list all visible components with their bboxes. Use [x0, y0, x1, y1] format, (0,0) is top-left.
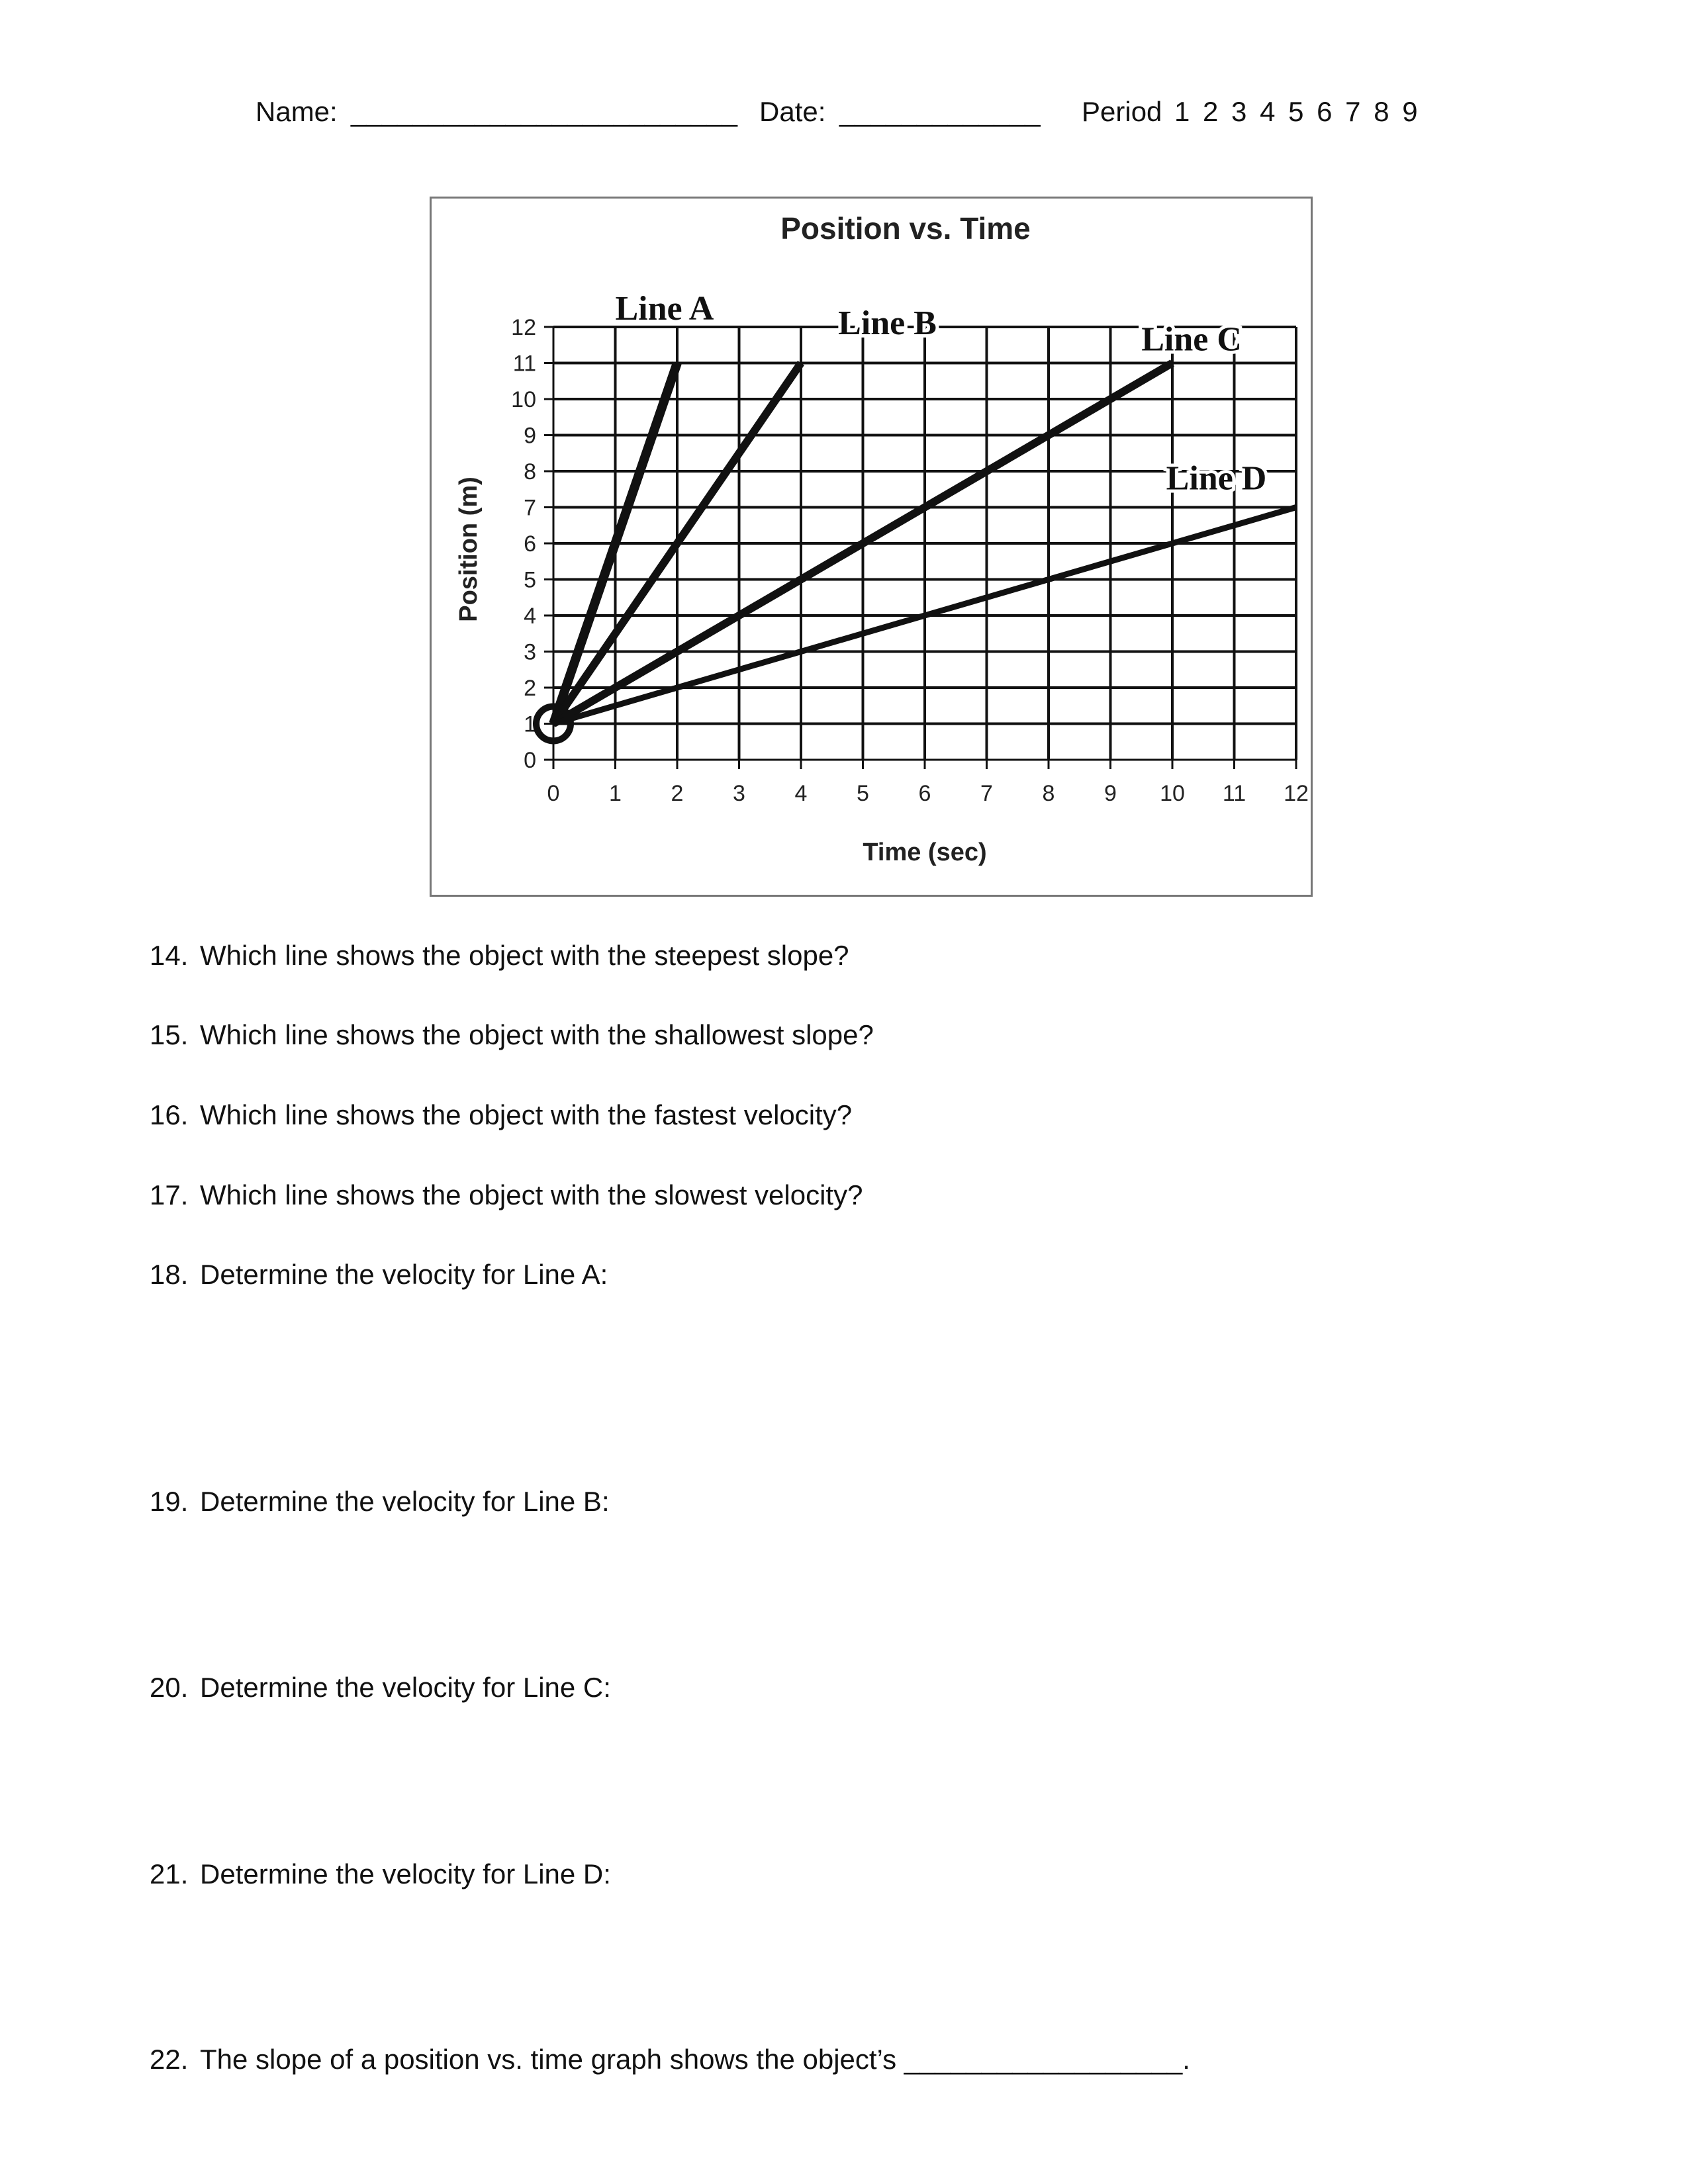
chart-axes	[511, 315, 1309, 806]
y-tick-label: 3	[524, 639, 536, 665]
y-tick-label: 6	[524, 531, 536, 557]
name-blank[interactable]: _________________________	[351, 96, 737, 127]
x-axis-label: Time (sec)	[863, 839, 987, 866]
y-tick-label: 1	[524, 711, 536, 737]
question-number: 14.	[150, 940, 189, 971]
x-tick-label: 5	[857, 781, 869, 806]
x-tick-label: 3	[733, 781, 745, 806]
question-15	[150, 1019, 874, 1051]
x-tick-label: 7	[980, 781, 993, 806]
y-axis-label: Position (m)	[455, 477, 483, 622]
question-text: Determine the velocity for Line A:	[200, 1259, 608, 1290]
question-21	[150, 1858, 611, 1890]
question-number: 20.	[150, 1672, 189, 1703]
series-label-d: Line D	[1166, 459, 1267, 498]
x-tick-label: 8	[1042, 781, 1055, 806]
y-tick-label: 12	[511, 315, 536, 340]
question-text: Which line shows the object with the steepest slope?	[200, 940, 849, 971]
question-number: 21.	[150, 1858, 189, 1889]
date-blank[interactable]: _____________	[839, 96, 1041, 127]
question-20	[150, 1672, 611, 1704]
y-tick-label: 2	[524, 676, 536, 701]
x-tick-label: 4	[794, 781, 808, 806]
y-tick-label: 8	[524, 459, 536, 484]
period-options[interactable]: 1 2 3 4 5 6 7 8 9	[1174, 96, 1421, 127]
question-number: 17.	[150, 1179, 189, 1210]
series-labels	[616, 290, 1267, 497]
question-text: Determine the velocity for Line B:	[200, 1486, 610, 1517]
y-tick-label: 7	[524, 495, 536, 521]
question-19	[150, 1486, 610, 1518]
y-tick-label: 10	[511, 387, 536, 412]
x-tick-label: 0	[547, 781, 560, 806]
question-22	[150, 2044, 1190, 2075]
x-tick-label: 11	[1222, 781, 1246, 806]
chart-series	[536, 363, 1296, 741]
question-text: Which line shows the object with the shallowest slope?	[200, 1019, 874, 1050]
period-label: Period	[1082, 96, 1162, 127]
question-17	[150, 1179, 863, 1211]
question-number: 22.	[150, 2044, 189, 2075]
y-tick-label: 0	[524, 748, 536, 773]
x-tick-label: 12	[1284, 781, 1309, 806]
question-number: 18.	[150, 1259, 189, 1290]
y-tick-label: 5	[524, 567, 536, 593]
name-label: Name:	[256, 96, 338, 127]
question-text: Which line shows the object with the slowest velocity?	[200, 1179, 863, 1210]
x-tick-label: 2	[671, 781, 684, 806]
x-tick-label: 1	[609, 781, 622, 806]
question-number: 16.	[150, 1099, 189, 1130]
date-label: Date:	[759, 96, 826, 127]
x-tick-label: 6	[918, 781, 931, 806]
series-label-c: Line C	[1141, 320, 1242, 359]
worksheet-header	[0, 96, 1688, 142]
question-number: 15.	[150, 1019, 189, 1050]
chart-title: Position vs. Time	[780, 211, 1031, 246]
question-14	[150, 940, 849, 972]
question-text[interactable]: The slope of a position vs. time graph shows the object’s __________________.	[200, 2044, 1190, 2075]
question-text: Determine the velocity for Line D:	[200, 1858, 611, 1889]
x-tick-label: 10	[1160, 781, 1185, 806]
question-text: Which line shows the object with the fastest velocity?	[200, 1099, 853, 1130]
question-16	[150, 1099, 852, 1131]
question-text: Determine the velocity for Line C:	[200, 1672, 611, 1703]
y-tick-label: 11	[512, 351, 536, 377]
y-tick-label: 4	[524, 604, 536, 629]
series-label-b: Line B	[838, 304, 937, 342]
series-label-a: Line A	[615, 290, 714, 328]
question-number: 19.	[150, 1486, 189, 1517]
x-tick-label: 9	[1104, 781, 1117, 806]
position-time-chart	[432, 199, 1315, 899]
position-time-figure	[430, 197, 1313, 897]
y-tick-label: 9	[524, 423, 536, 449]
question-18	[150, 1259, 608, 1291]
